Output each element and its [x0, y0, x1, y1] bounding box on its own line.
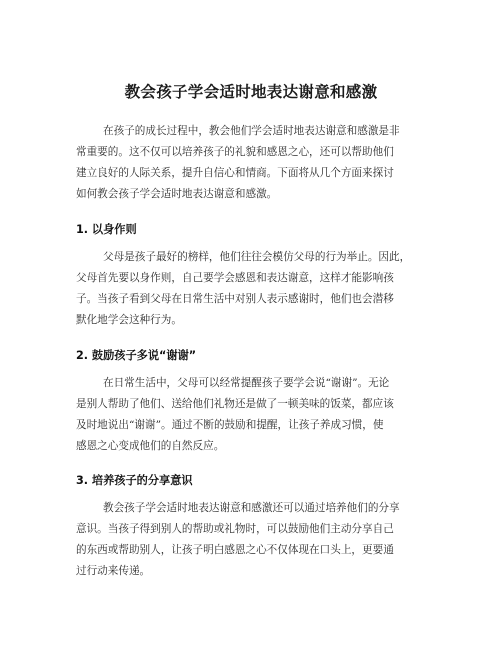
section-1-line-2: 父母首先要以身作则，自己要学会感恩和表达谢意，这样才能影响孩 [76, 272, 394, 284]
intro-line-4: 如何教会孩子学会适时地表达谢意和感激。 [76, 188, 278, 200]
section-3-heading: 3. 培养孩子的分享意识 [76, 474, 193, 487]
section-3-line-2: 意识。当孩子得到别人的帮助或礼物时，可以鼓励他们主动分享自己 [76, 523, 394, 535]
section-3-line-3: 的东西或帮助别人，让孩子明白感恩之心不仅体现在口头上，更要通 [76, 544, 394, 556]
section-2-heading: 2. 鼓励孩子多说“谢谢” [76, 349, 197, 362]
intro-line-1: 在孩子的成长过程中，教会他们学会适时地表达谢意和感激是非 [103, 125, 400, 137]
section-2-line-2: 是别人帮助了他们、送给他们礼物还是做了一顿美味的饭菜，都应该 [76, 398, 394, 410]
section-1-line-4: 默化地学会这种行为。 [76, 314, 182, 326]
section-1-line-3: 子。当孩子看到父母在日常生活中对别人表示感谢时，他们也会潜移 [76, 293, 394, 305]
section-3-line-4: 过行动来传递。 [76, 565, 151, 577]
section-2-line-1: 在日常生活中，父母可以经常提醒孩子要学会说“谢谢”。无论 [103, 377, 390, 389]
section-3-line-1: 教会孩子学会适时地表达谢意和感激还可以通过培养他们的分享 [103, 502, 400, 514]
section-2-line-4: 感恩之心变成他们的自然反应。 [76, 440, 225, 452]
section-1-line-1: 父母是孩子最好的榜样，他们往往会模仿父母的行为举止。因此， [103, 251, 411, 263]
intro-line-3: 建立良好的人际关系，提升自信心和情商。下面将从几个方面来探讨 [76, 167, 394, 179]
document-title: 教会孩子学会适时地表达谢意和感激 [124, 83, 378, 101]
section-1-heading: 1. 以身作则 [76, 223, 137, 236]
intro-line-2: 常重要的。这不仅可以培养孩子的礼貌和感恩之心，还可以帮助他们 [76, 146, 394, 158]
section-2-line-3: 及时地说出“谢谢”。通过不断的鼓励和提醒，让孩子养成习惯，使 [76, 419, 384, 431]
